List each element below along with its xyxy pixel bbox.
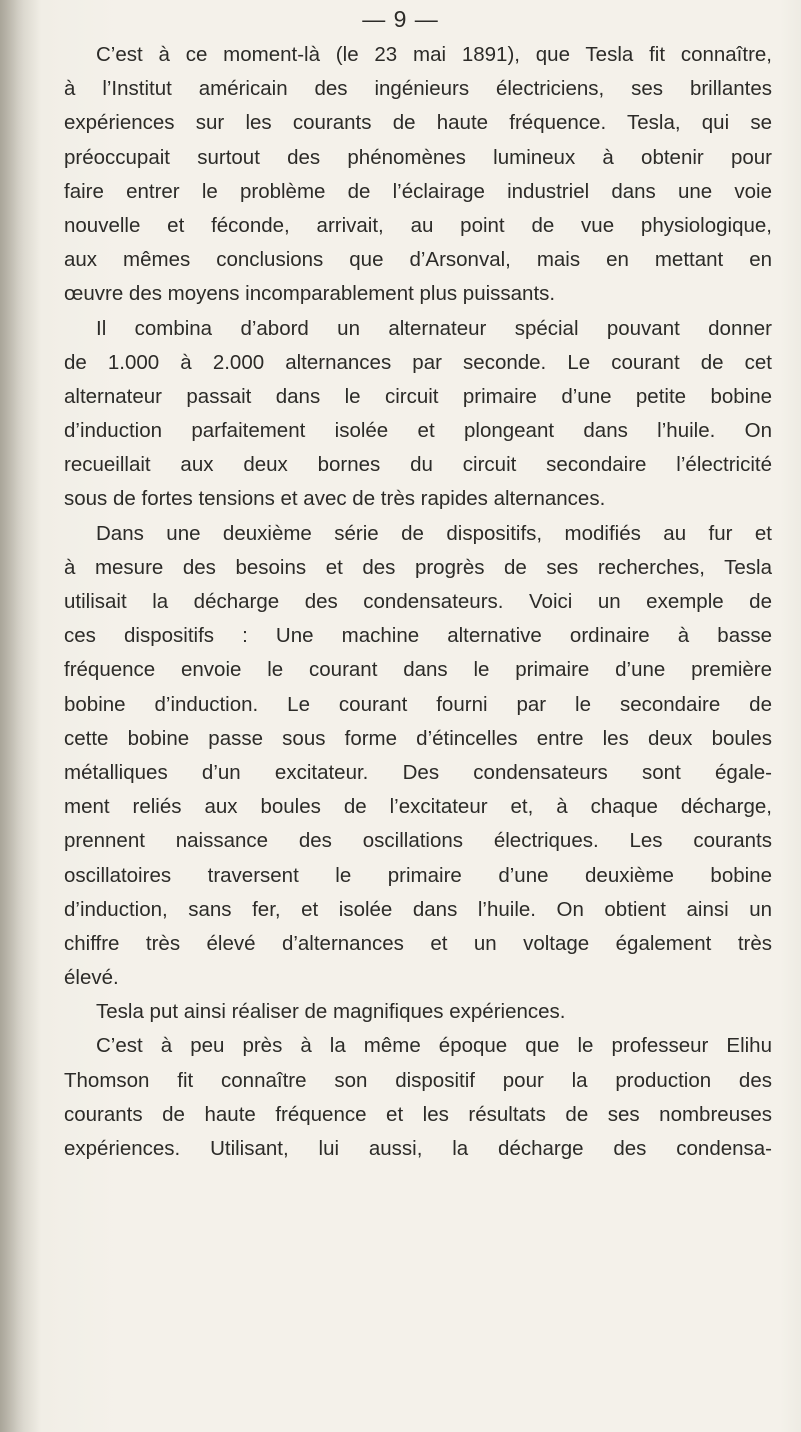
- text-line: utilisait la décharge des condensateurs. Voici un exemple de: [64, 590, 772, 613]
- binding-shadow: [0, 0, 40, 1432]
- text-line: d’induction, sans fer, et isolée dans l’huile. On obtient ainsi un: [64, 897, 772, 921]
- text-line: Thomson fit connaître son dispositif pour la production des: [64, 1068, 772, 1092]
- text-line: Dans une deuxième série de dispositifs, modifiés au fur et: [96, 521, 772, 545]
- text-line: préoccupait surtout des phénomènes lumineux à obtenir pour: [64, 145, 772, 169]
- text-line: sous de fortes tensions et avec de très rapides alternances.: [64, 487, 606, 511]
- text-line: Il combina d’abord un alternateur spécial pouvant donner: [96, 316, 772, 340]
- text-line: élevé.: [64, 966, 119, 990]
- text-line: C’est à peu près à la même époque que le professeur Elihu: [96, 1034, 772, 1058]
- text-line: oscillatoires traversent le primaire d’une deuxième bobine: [64, 863, 772, 887]
- text-line: faire entrer le problème de l’éclairage industriel dans une voie: [64, 179, 772, 203]
- text-line: aux mêmes conclusions que d’Arsonval, mais en mettant en: [64, 248, 772, 272]
- text-line: alternateur passait dans le circuit primaire d’une petite bobine: [64, 384, 772, 408]
- text-line: bobine d’induction. Le courant fourni par le secondaire de: [64, 692, 772, 716]
- text-line: courants de haute fréquence et les résultats de ses nombreuses: [64, 1102, 772, 1126]
- text-line: d’induction parfaitement isolée et plongeant dans l’huile. On: [64, 419, 772, 443]
- text-line: ces dispositifs : Une machine alternative ordinaire à basse: [64, 624, 772, 648]
- text-line: nouvelle et féconde, arrivait, au point de vue physiologique,: [64, 213, 772, 237]
- text-line: recueillait aux deux bornes du circuit secondaire l’électricité: [64, 453, 772, 477]
- text-line: œuvre des moyens incomparablement plus puissants.: [64, 282, 556, 306]
- body-text: [64, 38, 772, 1166]
- text-line: C’est à ce moment-là (le 23 mai 1891), que Tesla fit connaître,: [96, 43, 772, 66]
- text-line: cette bobine passe sous forme d’étincelles entre les deux boules: [64, 726, 772, 750]
- text-line: expériences. Utilisant, lui aussi, la décharge des condensa-: [64, 1137, 772, 1160]
- text-line: Tesla put ainsi réaliser de magnifiques expériences.: [96, 1000, 566, 1024]
- text-line: à mesure des besoins et des progrès de ses recherches, Tesla: [64, 555, 772, 579]
- text-line: de 1.000 à 2.000 alternances par seconde. Le courant de cet: [64, 350, 772, 374]
- text-line: ment reliés aux boules de l’excitateur et, à chaque décharge,: [64, 795, 772, 819]
- text-line: expériences sur les courants de haute fréquence. Tesla, qui se: [64, 111, 772, 135]
- text-line: prennent naissance des oscillations électriques. Les courants: [64, 829, 772, 853]
- text-line: à l’Institut américain des ingénieurs électriciens, ses brillantes: [64, 77, 772, 101]
- text-line: fréquence envoie le courant dans le primaire d’une première: [64, 658, 772, 682]
- text-line: métalliques d’un excitateur. Des condensateurs sont égale-: [64, 760, 772, 784]
- text-line: chiffre très élevé d’alternances et un voltage également très: [64, 931, 772, 955]
- page-number: — 9 —: [362, 6, 439, 32]
